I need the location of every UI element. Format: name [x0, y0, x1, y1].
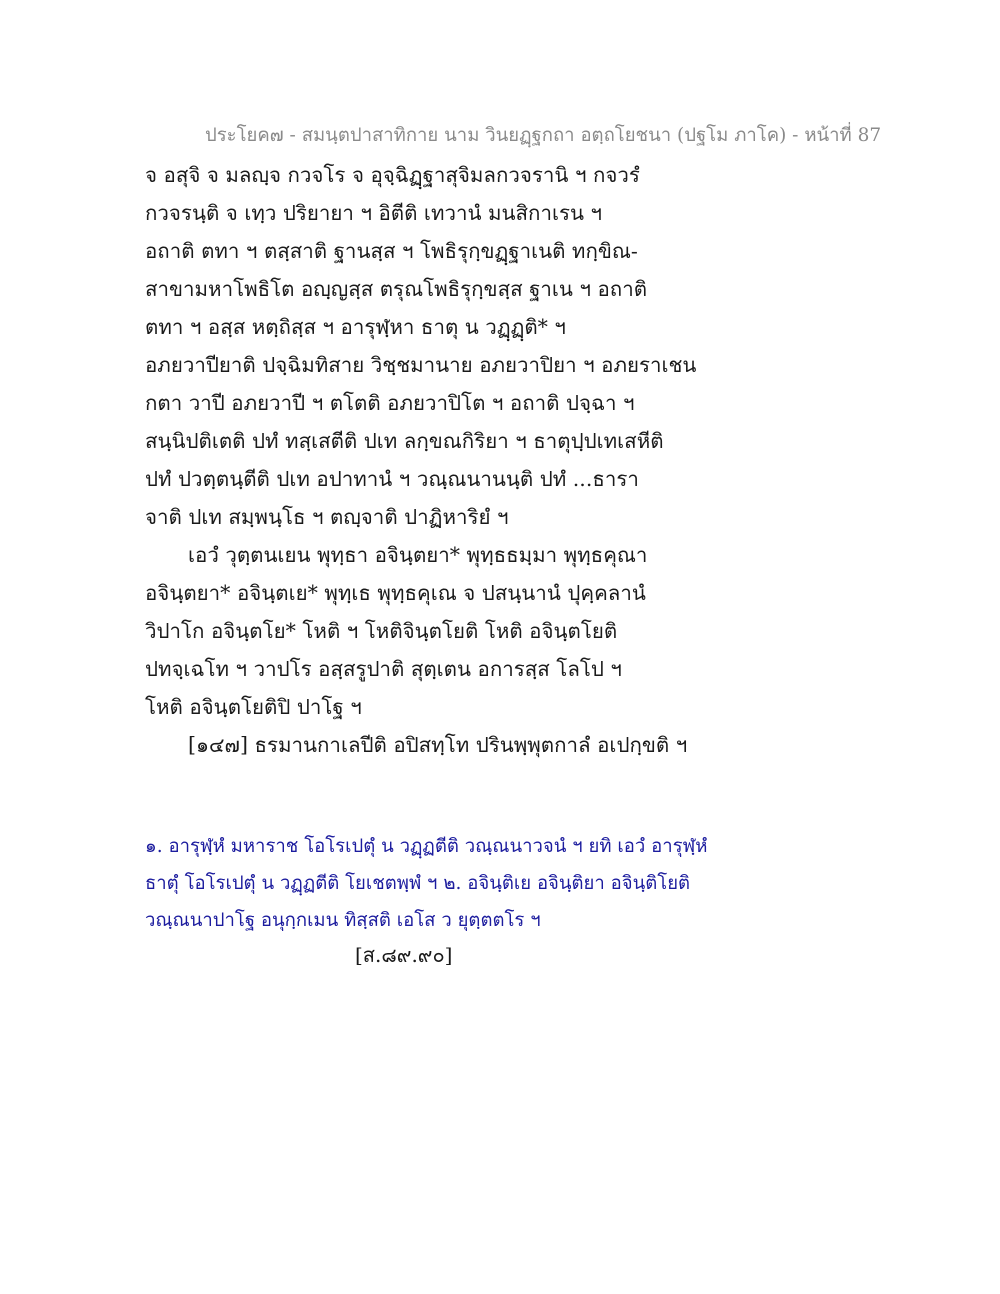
footnote-line: ธาตุํ โอโรเปตุํ น วฏฺฏตีติ โยเชตพฺพํ ฯ ๒. อจินฺติเย อจินฺติยา อจินฺติโยติ [145, 873, 691, 894]
text-line-paragraph-start: เอวํ วุตฺตนเยน พุทฺธา อจินฺตยา* พุทฺธธมฺมา พุทฺธคุณา [188, 543, 648, 567]
footnotes [145, 832, 905, 943]
text-line: ปทํ ปวตฺตนฺตีติ ปเท อปาทานํ ฯ วณฺณนานนฺติ ปทํ ...ธารา [145, 467, 639, 491]
text-line: อจินฺตยา* อจินฺตเย* พุทฺเธ พุทฺธคุเณ จ ปสนฺนานํ ปุคฺคลานํ [145, 581, 646, 605]
main-text [145, 158, 905, 766]
text-line: จาติ ปเท สมฺพนฺโธ ฯ ตญฺจาติ ปาฏิหาริยํ ฯ [145, 505, 509, 529]
text-line: กตา วาปี อภยวาปี ฯ ตโตติ อภยวาปิโต ฯ อถาติ ปจฺฉา ฯ [145, 391, 635, 415]
text-line: ปทจฺเฉโท ฯ วาปโร อสฺสรูปาติ สุตฺเตน อการสฺส โลโป ฯ [145, 657, 622, 681]
text-line: โหติ อจินฺตโยติปิ ปาโฐ ฯ [145, 695, 362, 719]
text-line-paragraph-start: [๑๔๗] ธรมานกาเลปีติ อปิสทฺโท ปรินพฺพุตกาลํ อเปกฺขติ ฯ [188, 733, 688, 757]
text-line: อถาติ ตทา ฯ ตสฺสาติ ฐานสฺส ฯ โพธิรุกฺขฏฺฐาเนติ ทกฺขิณ- [145, 239, 638, 263]
footnote-line: ๑. อารุฬฺหํ มหาราช โอโรเปตุํ น วฏฺฏตีติ วณฺณนาวจนํ ฯ ยทิ เอวํ อารุฬฺหํ [145, 836, 708, 857]
page-reference: [ส.๘๙.๙๐] [355, 943, 453, 967]
text-line: วิปาโก อจินฺตโย* โหติ ฯ โหติจินฺตโยติ โหติ อจินฺตโยติ [145, 619, 618, 643]
text-line: อภยวาปียาติ ปจฺฉิมทิสาย วิชฺชมานาย อภยวาปิยา ฯ อภยราเชน [145, 353, 697, 377]
text-line: สนฺนิปติเตติ ปทํ ทสฺเสตีติ ปเท ลกฺขณกิริยา ฯ ธาตุปฺปเทเสหีติ [145, 429, 664, 453]
footnote-line: วณฺณนาปาโฐ อนุกฺกเมน ทิสฺสติ เอโส ว ยุตฺตตโร ฯ [145, 910, 541, 931]
text-line: ตทา ฯ อสฺส หตฺถิสฺส ฯ อารุฬฺหา ธาตุ น วฏฺฏฺติ* ฯ [145, 315, 566, 339]
text-line: จ อสุจิ จ มลญฺจ กวจโร จ อุจฺฉิฏฺฐาสุจิมลกวจรานิ ฯ กจวรํ [145, 163, 640, 187]
running-header: ประโยค๗ - สมนฺตปาสาทิกาย นาม วินยฏฺฐกถา อตฺถโยชนา (ปฐโม ภาโค) - หน้าที่ 87 [205, 125, 882, 146]
text-line: กวจรนฺติ จ เทฺว ปริยายา ฯ อิตีติ เทวานํ มนสิกาเรน ฯ [145, 201, 603, 225]
text-line: สาขามหาโพธิโต อญฺญสฺส ตรุณโพธิรุกฺขสฺส ฐาเน ฯ อถาติ [145, 277, 648, 301]
